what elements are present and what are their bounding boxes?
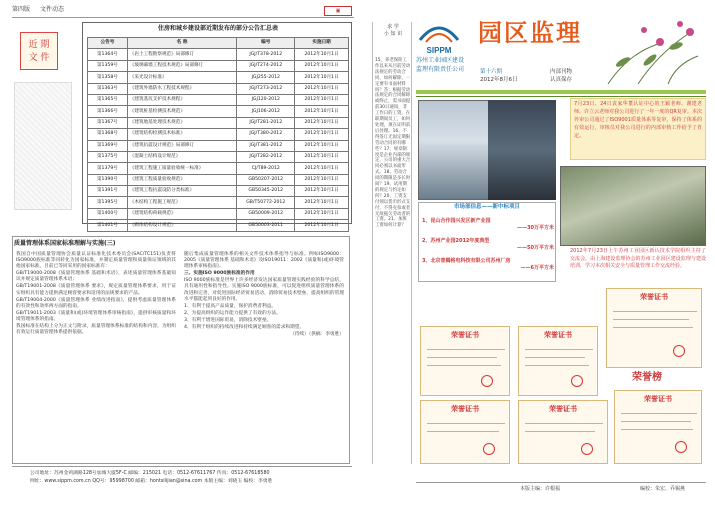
standard-code: JGJ/T378-2012	[237, 49, 295, 60]
standard-code: JGJ106-2012	[237, 106, 295, 117]
standard-code: JGJ/T380-2012	[237, 129, 295, 140]
article-paragraph: GB/T19000-2008《质量管理体系 基础和术语》，表述质量管理体系基础知识并规定质量管理体系术语；	[16, 271, 176, 283]
announcement-number: 第1400号	[88, 208, 128, 219]
seal-icon	[481, 375, 493, 387]
internal-notice: 内部刊物 认真保存	[550, 69, 573, 83]
standard-code: GB50009-2012	[237, 208, 295, 219]
article-paragraph: 随后集成质量管理体系的相关文件技术体系指导与标准。例如ISO9000：2005《质量管理体系 基础和术语》及ISO19011：2002《质量和(或)环境管理体系审核指南》。	[184, 252, 344, 270]
announcement-number: 第1390号	[88, 174, 128, 185]
table-row	[88, 94, 349, 105]
article-paragraph: GB/T19004-2000《质量管理体系 业绩改进指南》，提供考虑质量管理体系的有效性和效率两方面的指南。	[16, 297, 176, 309]
article-paragraph: 4、有利于组织的持续改进和持续满足顾客的需求和期望。	[184, 325, 305, 331]
column-name: 文件动态	[40, 6, 65, 13]
announcement-number: 第1367号	[88, 117, 128, 128]
honor-board-title: 荣誉榜	[632, 372, 662, 383]
standard-name: 《建筑工程施工质量验收统一标准》	[127, 163, 237, 174]
effective-date: 2012年10月1日	[295, 140, 349, 151]
announcements-table-box	[82, 22, 352, 228]
decorative-strip	[14, 82, 72, 210]
standard-name: 《混凝土结构设计规范》	[127, 151, 237, 162]
page-number: 第四版	[12, 6, 31, 13]
footer-contact: 公司地址：苏州金鸡湖路128号加城大厦5F-C 邮编：215021 电话：0512-67611767 传真：0512-67618580	[30, 471, 270, 476]
announcement-number: 第1359号	[88, 60, 128, 71]
standard-code: JGJ255-2012	[237, 72, 295, 83]
standard-code: JGJ/T274-2012	[237, 60, 295, 71]
announcement-number: 第1364号	[88, 49, 128, 60]
recent-files-sidebar	[14, 22, 72, 212]
standard-name: 《建筑地基处理技术规范》	[127, 117, 237, 128]
left-page-footer	[30, 470, 350, 486]
standard-name: 《建筑工程抗震设防分类标准》	[127, 186, 237, 197]
announcement-number: 第1366号	[88, 106, 128, 117]
article-paragraph: 我国自中国质量管理协会质量认证标准化技术委员会(SAC/TC151)负责将ISO9000族标准等同转化为国家标准，并制定质量管理和质量保证领域的其他国家标准。目前已等同采用的国家标准有：	[16, 252, 176, 270]
bid-item: 2、苏州产业园2012年度典型 ——50万平方米	[422, 238, 554, 251]
standard-code: JGJ/T281-2012	[237, 117, 295, 128]
col-header-number: 公告号	[88, 38, 128, 49]
standard-name: 《建筑桩基检测技术规范》	[127, 106, 237, 117]
seal-icon	[673, 345, 685, 357]
article-paragraph: GB/T19001-2008《质量管理体系 要求》，规定质量管理体系要求，用于证实组织具有能力提供满足顾客要求和适用的法规要求的产品。	[16, 284, 176, 296]
effective-date: 2012年10月1日	[295, 220, 349, 231]
announcement-number: 第1368号	[88, 129, 128, 140]
seal-icon	[675, 441, 687, 453]
standard-code: GB50345-2012	[237, 186, 295, 197]
standard-code: JGJ/T282-2012	[237, 151, 295, 162]
standard-name: 《岩土工程勘察规范》局部修订	[127, 49, 237, 60]
standard-code: GB50207-2012	[237, 174, 295, 185]
standard-code: CJ/T89-2012	[237, 163, 295, 174]
standard-name: 《建筑抗震设计规范》局部修订	[127, 140, 237, 151]
effective-date: 2012年10月1日	[295, 129, 349, 140]
standard-name: 《建筑结构检测技术标准》	[127, 129, 237, 140]
article-paragraph: ISO 9000族标准是世界上许多经济发达国家质量管理实践经验的科学总结，具有通用性和指导性。实施ISO 9000族标准，可以促进组织质量管理体系的改进和完善，对促进国际经济贸易活动、消除贸易技术壁垒、提高组织的管理水平都能起到良好的作用。	[184, 278, 344, 302]
announcement-number: 第1401号	[88, 220, 128, 231]
certificate: 荣誉证书	[518, 326, 598, 396]
table-row	[88, 83, 349, 94]
effective-date: 2012年10月1日	[295, 186, 349, 197]
announcement-number: 第1358号	[88, 72, 128, 83]
sippm-logo-icon	[416, 12, 462, 56]
certificate: 荣誉证书	[518, 400, 608, 464]
effective-date: 2012年10月1日	[295, 60, 349, 71]
company-name: 苏州工业园区建设 监理有限责任公司	[416, 57, 465, 73]
masthead-mini-logo: ▣	[324, 6, 352, 16]
col-header-name: 名 称	[127, 38, 237, 49]
table-row	[88, 117, 349, 128]
standard-name: 《木结构工程施工规范》	[127, 197, 237, 208]
effective-date: 2012年10月1日	[295, 72, 349, 83]
masthead-title: 园区监理	[478, 18, 582, 47]
seal-icon	[483, 443, 495, 455]
effective-date: 2012年10月1日	[295, 163, 349, 174]
standard-code: GB50003-2011	[237, 220, 295, 231]
bid-item: 1、昆山合作园兴发区新产业园 ——30万平方米	[422, 218, 554, 231]
table-title: 住房和城乡建设部近期发布的部分公告汇总表	[157, 25, 278, 32]
article-paragraph: 三、实施ISO 9000族标准的作用	[184, 271, 255, 277]
issue-info	[480, 68, 550, 84]
tips-header: 求 学 小 知 识	[383, 24, 403, 37]
table-row	[88, 140, 349, 151]
table-row	[88, 174, 349, 185]
certificate: 荣誉证书	[606, 288, 702, 368]
standard-code: JGJ/T381-2012	[237, 140, 295, 151]
footer-editor: 本版主编：许根福	[520, 486, 561, 492]
article-title: 质量管理体系国家标准理解与实施(三)	[14, 240, 116, 247]
article-column-1	[16, 252, 176, 337]
sippm-abbr: SIPPM	[426, 46, 452, 55]
standard-name: 《建筑基坑支护技术规程》	[127, 94, 237, 105]
table-row	[88, 129, 349, 140]
standard-code: JGJ120-2012	[237, 94, 295, 105]
tips-text: 15、养老保险工作以来从目前劳动法规定的劳动合同，如何解除，一定要有书面材料吗？答：根据劳动法规定的合同解除或终止，需书面提前30日通知，非工作日的工资，在职期间员工，如何处理，须在证明前后处理。16、不得签订无固定期限劳动合同的有哪些？17、规章制度是企业内部的规定，公司的重大合同必须以书面形式。18、劳动合同的期限是多长时间？19、试用期的规定与约定如何？20、工资支付须以货币形式支付，不得克扣或者无故拖欠劳动者的工资。21、加班工资如何计算？	[375, 58, 411, 229]
col-header-code: 编号	[237, 38, 295, 49]
table-row	[88, 220, 349, 231]
standard-name: 《玻璃幕墙工程技术规范》局部修订	[127, 60, 237, 71]
table-row	[88, 197, 349, 208]
table-row	[88, 208, 349, 219]
table-row	[88, 60, 349, 71]
footer-web: 网址：www.sippm.com.cn QQ号：95998700 邮箱：hontsilijian@sina.com 本版主编：刘晓玉 编校：李勇胜	[30, 479, 273, 484]
standard-code: JGJ/T273-2012	[237, 83, 295, 94]
table-row	[88, 106, 349, 117]
certificates-area	[418, 286, 706, 466]
footer-divider	[12, 466, 352, 467]
effective-date: 2012年10月1日	[295, 151, 349, 162]
effective-date: 2012年10月1日	[295, 106, 349, 117]
announcement-number: 第1379号	[88, 163, 128, 174]
announcement-number: 第1375号	[88, 151, 128, 162]
standard-code: GB/T50772-2012	[237, 197, 295, 208]
effective-date: 2012年10月1日	[295, 174, 349, 185]
effective-date: 2012年10月1日	[295, 83, 349, 94]
article-source: （待续）（供稿：李勇胜）	[290, 332, 344, 338]
bid-item: 3、北京普腾格电科技有限公司苏州厂房 ——6万平方米	[422, 258, 554, 271]
table-row	[88, 163, 349, 174]
article-paragraph: GB/T19011-2003《质量和(或)环境管理体系审核指南》，提供审核质量和环境管理体系的指南。	[16, 310, 176, 322]
effective-date: 2012年10月1日	[295, 49, 349, 60]
market-info-title: 市场部信息——新中标项目	[453, 204, 520, 210]
article-paragraph: 3、有利于增进国际贸易，消除技术壁垒。	[184, 317, 272, 323]
effective-date: 2012年10月1日	[295, 197, 349, 208]
standard-name: 《采光设计标准》	[127, 72, 237, 83]
standard-name: 《建筑工程质量验收规范》	[127, 174, 237, 185]
recent-files-label: 近 期 文 件	[20, 32, 58, 70]
announcement-number: 第1395号	[88, 197, 128, 208]
col-header-date: 实施日期	[295, 38, 349, 49]
meeting-photo	[560, 166, 706, 246]
office-photo-person	[488, 100, 556, 200]
article-column-2	[184, 252, 344, 339]
article-paragraph: 1、有利于提高产品质量，保护消费者利益。	[184, 303, 277, 309]
masthead-banner	[416, 90, 706, 94]
table-row	[88, 72, 349, 83]
issue-date: 2012年8月6日	[480, 77, 518, 83]
training-caption: 2012年7月23日上午苏州工业园区新认技术学院组织主持了交流会，由上海建设监理协会的苏州工业园区建设监理与建设培训，学习本次相关安全与质量管理工作交流经验。	[570, 248, 706, 269]
table-row	[88, 49, 349, 60]
article-paragraph: 2、为提高组织的运作能力提供了有效的方法。	[184, 310, 281, 316]
seal-icon	[581, 443, 593, 455]
article-paragraph: 我国标准在结构上分为正文与附录，质量管理体系标准的结构和内容，为组织有效运行质量管理体系提供依据。	[16, 324, 176, 336]
table-header-row	[88, 38, 349, 49]
seal-icon	[571, 375, 583, 387]
certificate: 荣誉证书	[614, 390, 702, 464]
footer-proofreader: 编校：朱宏、乔锡燕	[640, 486, 686, 492]
standard-name: 《建筑外墙防水工程技术规程》	[127, 83, 237, 94]
effective-date: 2012年10月1日	[295, 117, 349, 128]
standard-name: 《建筑结构荷载规范》	[127, 208, 237, 219]
masthead-rule	[416, 96, 706, 97]
effective-date: 2012年10月1日	[295, 208, 349, 219]
announcement-number: 第1363号	[88, 83, 128, 94]
header-divider	[12, 17, 354, 18]
announcement-number: 第1369号	[88, 140, 128, 151]
certificate: 荣誉证书	[420, 400, 510, 464]
tips-column	[372, 22, 412, 464]
standard-name: 《砌体结构设计规范》	[127, 220, 237, 231]
right-footer-divider	[416, 482, 706, 483]
announcements-table	[87, 37, 349, 232]
effective-date: 2012年10月1日	[295, 94, 349, 105]
issue-number: 第十六期	[480, 69, 503, 75]
table-row	[88, 151, 349, 162]
flower-illustration-icon	[588, 14, 703, 86]
announcement-number: 第1391号	[88, 186, 128, 197]
audit-news-text: 7月23日、24日袁家华董认证中心的王颖老师、谢建老师、许立云老师对我公司进行了一年一度的QR复审。本次外审公司通过了ISO9001质量体系等复审，保持了体系的有效运行，审核员对我公司进行的内部审核工作给予了肯定。	[574, 101, 702, 139]
table-row	[88, 186, 349, 197]
certificate: 荣誉证书	[420, 326, 510, 396]
announcement-number: 第1365号	[88, 94, 128, 105]
